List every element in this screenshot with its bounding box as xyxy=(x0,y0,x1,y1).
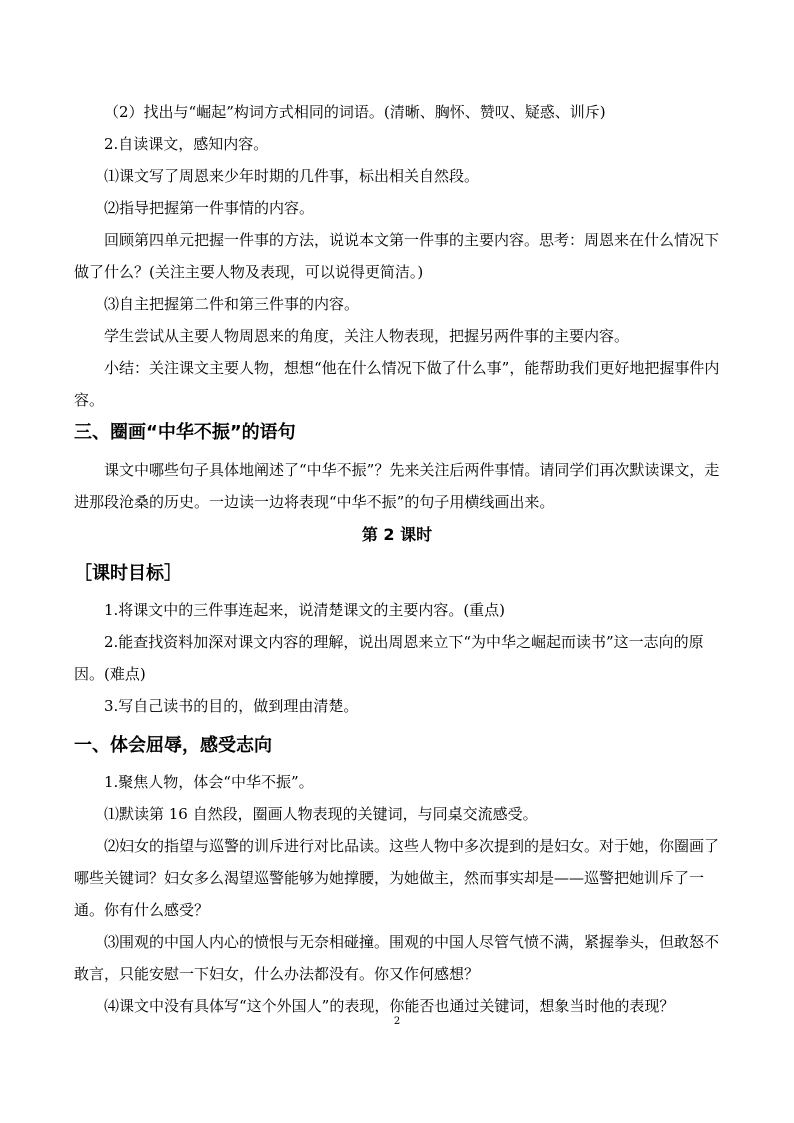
paragraph-summary: 小结：关注课文主要人物，想想“他在什么情况下做了什么事”，能帮助我们更好地把握事件内容。 xyxy=(74,359,720,409)
goal-1: 1.将课文中的三件事连起来，说清楚课文的主要内容。(重点) xyxy=(104,601,506,619)
goal-3: 3.写自己读书的目的，做到理由清楚。 xyxy=(104,697,359,715)
page-number: 2 xyxy=(393,1016,401,1027)
paragraph-focus-3: ⑶围观的中国人内心的愤恨与无奈相碰撞。围观的中国人尽管气愤不满，紧握拳头，但敢怒不敢言，只能安慰一下妇女，什么办法都没有。你又作何感想？ xyxy=(74,933,720,983)
paragraph-step-3: ⑶自主把握第二件和第三件事的内容。 xyxy=(104,295,360,313)
paragraph-student-try: 学生尝试从主要人物周恩来的角度，关注人物表现，把握另两件事的主要内容。 xyxy=(104,327,630,345)
paragraph-vocab-task: （2）找出与“崛起”构词方式相同的词语。(清晰、胸怀、赞叹、疑惑、训斥) xyxy=(104,103,606,121)
paragraph-section-3: 课文中哪些句子具体地阐述了“中华不振”？先来关注后两件事情。请同学们再次默读课文，走进那段沧桑的历史。一边读一边将表现“中华不振”的句子用横线画出来。 xyxy=(74,461,720,511)
paragraph-focus: 1.聚焦人物，体会“中华不振”。 xyxy=(104,773,314,791)
paragraph-step-1: ⑴课文写了周恩来少年时期的几件事，标出相关自然段。 xyxy=(104,167,480,185)
paragraph-focus-1: ⑴默读第 16 自然段，圈画人物表现的关键词，与同桌交流感受。 xyxy=(104,805,538,823)
paragraph-focus-2: ⑵妇女的指望与巡警的训斥进行对比品读。这些人物中多次提到的是妇女。对于她，你圈画了哪些关键词？妇女多么渴望巡警能够为她撑腰，为她做主，然而事实却是——巡警把她训斥了一通。你有什么感受？ xyxy=(74,837,720,919)
paragraph-focus-4: ⑷课文中没有具体写“这个外国人”的表现，你能否也通过关键词，想象当时他的表现？ xyxy=(104,997,675,1015)
paragraph-read-step: 2.自读课文，感知内容。 xyxy=(104,135,269,153)
paragraph-review: 回顾第四单元把握一件事的方法，说说本文第一件事的主要内容。思考：周恩来在什么情况下做了什么？(关注主要人物及表现，可以说得更简洁。) xyxy=(74,231,720,281)
paragraph-step-2: ⑵指导把握第一件事情的内容。 xyxy=(104,199,315,217)
section-heading-3: 三、圈画“中华不振”的语句 xyxy=(74,422,296,443)
lesson-title: 第 2 课时 xyxy=(361,525,433,544)
goals-heading: ［课时目标］ xyxy=(74,563,182,584)
section-heading-1: 一、体会屈辱，感受志向 xyxy=(74,735,272,756)
goal-2: 2.能查找资料加深对课文内容的理解，说出周恩来立下“为中华之崛起而读书”这一志向的原因。(难点) xyxy=(74,633,704,683)
